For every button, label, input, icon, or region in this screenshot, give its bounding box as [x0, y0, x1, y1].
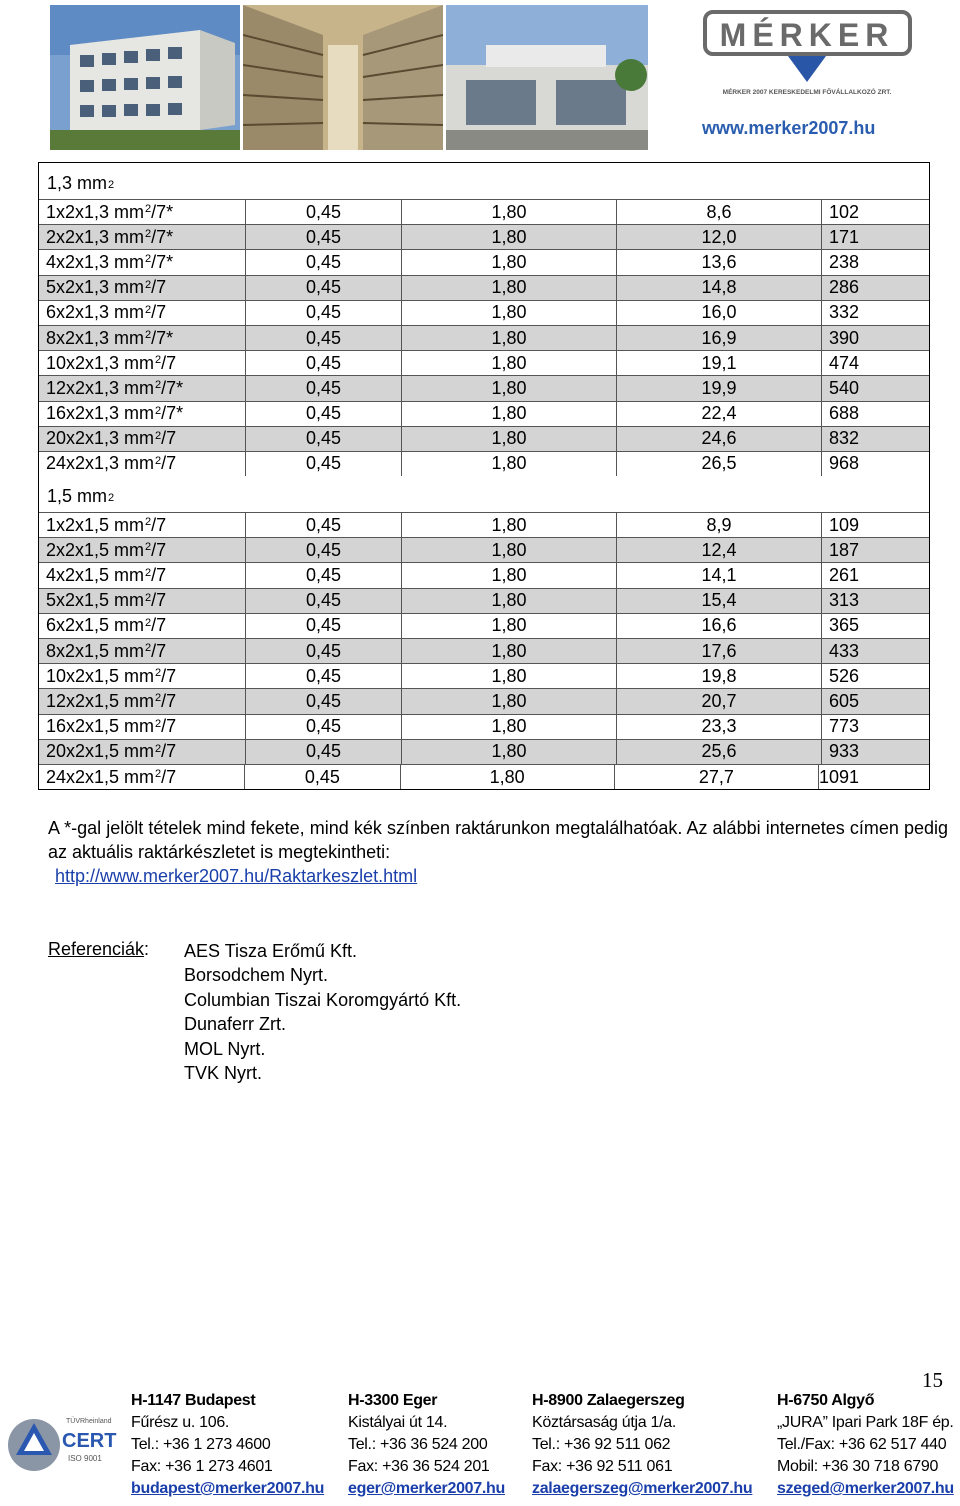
svg-text:MÉRKER: MÉRKER	[719, 17, 895, 53]
cell-v1: 0,45	[244, 765, 399, 789]
cell-type	[39, 402, 245, 426]
office-address: Fűrész u. 106.	[131, 1414, 230, 1431]
cell-type-name: 20x2x1,5 mm	[46, 741, 155, 762]
cell-v1: 0,45	[245, 614, 401, 638]
cell-type-sup: 2	[145, 253, 152, 266]
cell-type-sup: 2	[145, 278, 152, 291]
office-fax: Mobil: +36 30 718 6790	[777, 1458, 939, 1475]
cell-type-suffix: /7	[151, 514, 167, 535]
cell-type-sup: 2	[145, 591, 152, 604]
stock-note: A *-gal jelölt tételek mind fekete, mind kék színben raktárunkon megtalálhatóak. Az alábbi internetes címen pedig az aktuális raktárkészletet is megtekintheti:	[48, 818, 948, 862]
cell-v2: 1,80	[401, 376, 616, 400]
cell-v4: 433	[821, 639, 929, 663]
stock-link[interactable]: http://www.merker2007.hu/Raktarkeszlet.html	[55, 866, 418, 886]
cell-type-suffix: /7*	[151, 327, 174, 348]
svg-text:CERT: CERT	[62, 1430, 117, 1452]
cell-v2: 1,80	[401, 589, 616, 613]
cell-v2: 1,80	[401, 276, 616, 300]
cell-v4: 332	[821, 301, 929, 325]
cell-type-suffix: /7	[161, 716, 177, 737]
cell-type-sup: 2	[145, 642, 152, 655]
cell-v2: 1,80	[401, 452, 616, 476]
cell-type	[39, 276, 245, 300]
cell-v3: 17,6	[616, 639, 821, 663]
cell-type-sup: 2	[145, 616, 152, 629]
office-tel: Tel./Fax: +36 62 517 440	[777, 1436, 947, 1453]
cell-v4: 261	[821, 563, 929, 587]
cell-type-name: 8x2x1,3 mm	[46, 327, 145, 348]
office-address: „JURA” Ipari Park 18F ép.	[777, 1414, 954, 1431]
cell-v2: 1,80	[401, 689, 616, 713]
table-row	[39, 224, 929, 249]
references-label: Referenciák:	[48, 939, 150, 959]
cell-v1: 0,45	[245, 589, 401, 613]
cell-type-name: 1x2x1,5 mm	[46, 514, 145, 535]
cell-type	[39, 376, 245, 400]
cell-v3: 8,6	[616, 200, 821, 224]
cell-type	[39, 664, 245, 688]
cell-type-sup: 2	[145, 203, 152, 216]
cell-type	[39, 538, 245, 562]
cell-type-name: 5x2x1,3 mm	[46, 277, 145, 298]
cell-type-name: 20x2x1,3 mm	[46, 428, 155, 449]
cell-type	[39, 513, 245, 537]
cell-type-name: 6x2x1,5 mm	[46, 615, 145, 636]
cell-type	[39, 225, 245, 249]
cell-type-suffix: /7*	[161, 403, 184, 424]
header-photo-shop	[446, 5, 648, 150]
table-row	[39, 451, 929, 476]
table-row	[39, 350, 929, 375]
cell-v3: 14,8	[616, 276, 821, 300]
cell-v3: 16,6	[616, 614, 821, 638]
office-city: H-1147 Budapest	[131, 1392, 256, 1409]
cell-v3: 15,4	[616, 589, 821, 613]
cell-v4: 474	[821, 351, 929, 375]
cell-v2: 1,80	[401, 664, 616, 688]
cell-type-sup: 2	[155, 692, 162, 705]
cell-type-name: 8x2x1,5 mm	[46, 640, 145, 661]
table-row	[39, 739, 929, 764]
cell-v2: 1,80	[401, 427, 616, 451]
cell-type-sup: 2	[155, 379, 162, 392]
office-column	[777, 1390, 954, 1500]
cell-type	[39, 715, 245, 739]
cell-v1: 0,45	[245, 452, 401, 476]
cell-type-sup: 2	[155, 354, 162, 367]
cell-type-suffix: /7*	[151, 251, 174, 272]
table-row	[39, 588, 929, 613]
cell-v4: 238	[821, 250, 929, 274]
cell-type-name: 10x2x1,5 mm	[46, 665, 155, 686]
cell-type-name: 2x2x1,3 mm	[46, 226, 145, 247]
cell-v4: 286	[821, 276, 929, 300]
cell-type	[39, 326, 245, 350]
references-list	[184, 939, 461, 1085]
cell-type	[39, 301, 245, 325]
cell-type-sup: 2	[145, 329, 152, 342]
cell-v2: 1,80	[401, 538, 616, 562]
table-row	[39, 562, 929, 587]
table-row	[39, 537, 929, 562]
cell-v4: 832	[821, 427, 929, 451]
cell-v2: 1,80	[401, 402, 616, 426]
cell-type	[39, 563, 245, 587]
cell-type-name: 4x2x1,3 mm	[46, 251, 145, 272]
group-header	[39, 163, 929, 199]
cell-type	[39, 250, 245, 274]
cell-v2: 1,80	[401, 513, 616, 537]
svg-text:MÉRKER 2007 KERESKEDELMI FŐVÁL: MÉRKER 2007 KERESKEDELMI FŐVÁLLALKOZÓ ZRT.	[722, 89, 892, 96]
cell-v3: 16,0	[616, 301, 821, 325]
cell-type-sup: 2	[155, 404, 162, 417]
cell-type-sup: 2	[145, 566, 152, 579]
office-tel: Tel.: +36 1 273 4600	[131, 1436, 271, 1453]
cell-v3: 27,7	[614, 765, 818, 789]
cell-v3: 16,9	[616, 326, 821, 350]
office-city: H-3300 Eger	[348, 1392, 438, 1409]
cell-v3: 8,9	[616, 513, 821, 537]
cell-v2: 1,80	[401, 639, 616, 663]
table-row	[39, 764, 929, 789]
reference-item: MOL Nyrt.	[184, 1038, 266, 1059]
cell-type-suffix: /7	[161, 665, 177, 686]
office-email[interactable]: budapest@merker2007.hu	[131, 1480, 325, 1497]
cell-type-name: 6x2x1,3 mm	[46, 302, 145, 323]
cell-type-name: 24x2x1,5 mm	[46, 766, 155, 787]
office-fax: Fax: +36 92 511 061	[532, 1458, 673, 1475]
cell-v2: 1,80	[401, 351, 616, 375]
cell-v1: 0,45	[245, 689, 401, 713]
cell-type-name: 12x2x1,3 mm	[46, 377, 155, 398]
cell-v4: 1091	[818, 765, 929, 789]
cell-type-sup: 2	[145, 228, 152, 241]
svg-text:ISO 9001: ISO 9001	[68, 1454, 102, 1463]
reference-item: AES Tisza Erőmű Kft.	[184, 941, 358, 961]
cell-type-suffix: /7*	[161, 377, 184, 398]
cell-type-suffix: /7	[151, 277, 167, 298]
cell-type-name: 10x2x1,3 mm	[46, 352, 155, 373]
cell-type-suffix: /7	[161, 352, 177, 373]
cell-v1: 0,45	[245, 715, 401, 739]
cell-type-sup: 2	[145, 541, 152, 554]
cell-v1: 0,45	[245, 538, 401, 562]
office-tel: Tel.: +36 36 524 200	[348, 1436, 488, 1453]
office-column	[532, 1390, 752, 1500]
cell-v2: 1,80	[401, 250, 616, 274]
table-row	[39, 199, 929, 224]
cell-v2: 1,80	[401, 740, 616, 764]
office-city: H-8900 Zalaegerszeg	[532, 1392, 685, 1409]
cell-type-sup: 2	[155, 454, 162, 467]
cell-v4: 933	[821, 740, 929, 764]
table-row	[39, 638, 929, 663]
table-row	[39, 375, 929, 400]
cell-type-sup: 2	[155, 742, 162, 755]
cell-type-suffix: /7	[161, 453, 177, 474]
cell-v2: 1,80	[401, 200, 616, 224]
cell-type-name: 12x2x1,5 mm	[46, 690, 155, 711]
cell-v3: 13,6	[616, 250, 821, 274]
cell-type-sup: 2	[145, 516, 152, 529]
cell-v1: 0,45	[245, 563, 401, 587]
group-header	[39, 476, 929, 512]
cell-v4: 313	[821, 589, 929, 613]
cell-v1: 0,45	[245, 276, 401, 300]
svg-text:TÜVRheinland: TÜVRheinland	[66, 1418, 112, 1425]
cell-type-name: 4x2x1,5 mm	[46, 565, 145, 586]
office-column	[131, 1390, 324, 1500]
cell-v2: 1,80	[401, 715, 616, 739]
office-tel: Tel.: +36 92 511 062	[532, 1436, 671, 1453]
cell-v4: 365	[821, 614, 929, 638]
cell-v3: 12,4	[616, 538, 821, 562]
cell-type-suffix: /7	[161, 690, 177, 711]
cell-type-sup: 2	[155, 429, 162, 442]
cell-v1: 0,45	[245, 376, 401, 400]
cell-v4: 605	[821, 689, 929, 713]
office-address: Köztársaság útja 1/a.	[532, 1414, 677, 1431]
cell-v3: 19,8	[616, 664, 821, 688]
table-row	[39, 325, 929, 350]
cell-v1: 0,45	[245, 639, 401, 663]
cell-v1: 0,45	[245, 250, 401, 274]
cell-type-sup: 2	[145, 303, 152, 316]
cell-type-name: 24x2x1,3 mm	[46, 453, 155, 474]
cell-v3: 26,5	[616, 452, 821, 476]
cell-type-suffix: /7	[151, 302, 167, 323]
cell-v4: 109	[821, 513, 929, 537]
cell-type-suffix: /7*	[151, 226, 174, 247]
cell-type-suffix: /7	[151, 590, 167, 611]
office-email[interactable]: szeged@merker2007.hu	[777, 1480, 954, 1497]
cell-v3: 24,6	[616, 427, 821, 451]
cell-v1: 0,45	[245, 301, 401, 325]
cell-type-suffix: /7	[151, 615, 167, 636]
cell-type	[39, 351, 245, 375]
cell-v4: 688	[821, 402, 929, 426]
cell-v4: 187	[821, 538, 929, 562]
cell-v3: 19,1	[616, 351, 821, 375]
table-row	[39, 249, 929, 274]
cell-type-suffix: /7	[161, 766, 177, 787]
cell-v1: 0,45	[245, 740, 401, 764]
cell-v3: 20,7	[616, 689, 821, 713]
tuv-cert-icon	[4, 1409, 122, 1475]
cell-v4: 171	[821, 225, 929, 249]
cell-v4: 390	[821, 326, 929, 350]
cell-v3: 25,6	[616, 740, 821, 764]
merker-logo	[700, 8, 915, 100]
cell-v3: 12,0	[616, 225, 821, 249]
office-fax: Fax: +36 1 273 4601	[131, 1458, 273, 1475]
cell-type	[39, 639, 245, 663]
reference-item: Borsodchem Nyrt.	[184, 965, 329, 986]
page-number: 15	[922, 1368, 943, 1392]
cell-v2: 1,80	[401, 301, 616, 325]
cell-type-name: 5x2x1,5 mm	[46, 590, 145, 611]
table-row	[39, 663, 929, 688]
cell-v2: 1,80	[401, 614, 616, 638]
cell-v1: 0,45	[245, 351, 401, 375]
office-city: H-6750 Algyő	[777, 1392, 875, 1409]
office-address: Kistályai út 14.	[348, 1414, 448, 1431]
table-row	[39, 613, 929, 638]
cell-v1: 0,45	[245, 427, 401, 451]
table-row	[39, 401, 929, 426]
cell-v2: 1,80	[401, 326, 616, 350]
cell-type-name: 16x2x1,3 mm	[46, 403, 155, 424]
site-url[interactable]: www.merker2007.hu	[702, 118, 876, 138]
cell-v4: 968	[821, 452, 929, 476]
office-email[interactable]: zalaegerszeg@merker2007.hu	[532, 1480, 753, 1497]
reference-item: Dunaferr Zrt.	[184, 1014, 287, 1035]
cell-type-sup: 2	[155, 717, 162, 730]
office-column	[348, 1390, 505, 1500]
cell-v3: 23,3	[616, 715, 821, 739]
cell-type-suffix: /7*	[151, 201, 174, 222]
cell-v1: 0,45	[245, 225, 401, 249]
cell-type	[39, 427, 245, 451]
cell-v1: 0,45	[245, 664, 401, 688]
cell-type	[39, 765, 244, 789]
cell-type	[39, 614, 245, 638]
group-label-sup: 2	[108, 179, 115, 191]
office-fax: Fax: +36 36 524 201	[348, 1458, 490, 1475]
office-email[interactable]: eger@merker2007.hu	[348, 1480, 505, 1497]
table-row	[39, 300, 929, 325]
cable-spec-table	[38, 162, 930, 790]
table-row	[39, 426, 929, 451]
cell-v4: 773	[821, 715, 929, 739]
group-label: 1,3 mm	[47, 173, 108, 193]
cell-v3: 14,1	[616, 563, 821, 587]
cell-type	[39, 589, 245, 613]
cell-v1: 0,45	[245, 200, 401, 224]
cell-v4: 526	[821, 664, 929, 688]
cell-v3: 19,9	[616, 376, 821, 400]
cell-v3: 22,4	[616, 402, 821, 426]
cell-v4: 102	[821, 200, 929, 224]
cell-type-sup: 2	[155, 667, 162, 680]
cell-v4: 540	[821, 376, 929, 400]
cell-type-suffix: /7	[151, 640, 167, 661]
cell-type-suffix: /7	[151, 539, 167, 560]
cell-v2: 1,80	[400, 765, 614, 789]
cell-v1: 0,45	[245, 513, 401, 537]
cell-type-name: 2x2x1,5 mm	[46, 539, 145, 560]
cell-type	[39, 452, 245, 476]
cell-type-suffix: /7	[161, 428, 177, 449]
header-photo-warehouse	[243, 5, 443, 150]
group-label-sup: 2	[108, 492, 115, 505]
cell-type	[39, 689, 245, 713]
cell-type-suffix: /7	[161, 741, 177, 762]
table-row	[39, 714, 929, 739]
header-photo-building	[50, 5, 240, 150]
table-row	[39, 275, 929, 300]
reference-item: Columbian Tiszai Koromgyártó Kft.	[184, 989, 462, 1010]
cell-type-suffix: /7	[151, 565, 167, 586]
cell-type	[39, 200, 245, 224]
cell-type-name: 1x2x1,3 mm	[46, 201, 145, 222]
table-row	[39, 688, 929, 713]
group-label: 1,5 mm	[47, 486, 108, 507]
cell-type	[39, 740, 245, 764]
reference-item: TVK Nyrt.	[184, 1063, 263, 1084]
cell-v2: 1,80	[401, 225, 616, 249]
cell-type-name: 16x2x1,5 mm	[46, 716, 155, 737]
cell-v1: 0,45	[245, 326, 401, 350]
cell-v2: 1,80	[401, 563, 616, 587]
cell-type-sup: 2	[155, 768, 162, 781]
table-row	[39, 512, 929, 537]
cell-v1: 0,45	[245, 402, 401, 426]
